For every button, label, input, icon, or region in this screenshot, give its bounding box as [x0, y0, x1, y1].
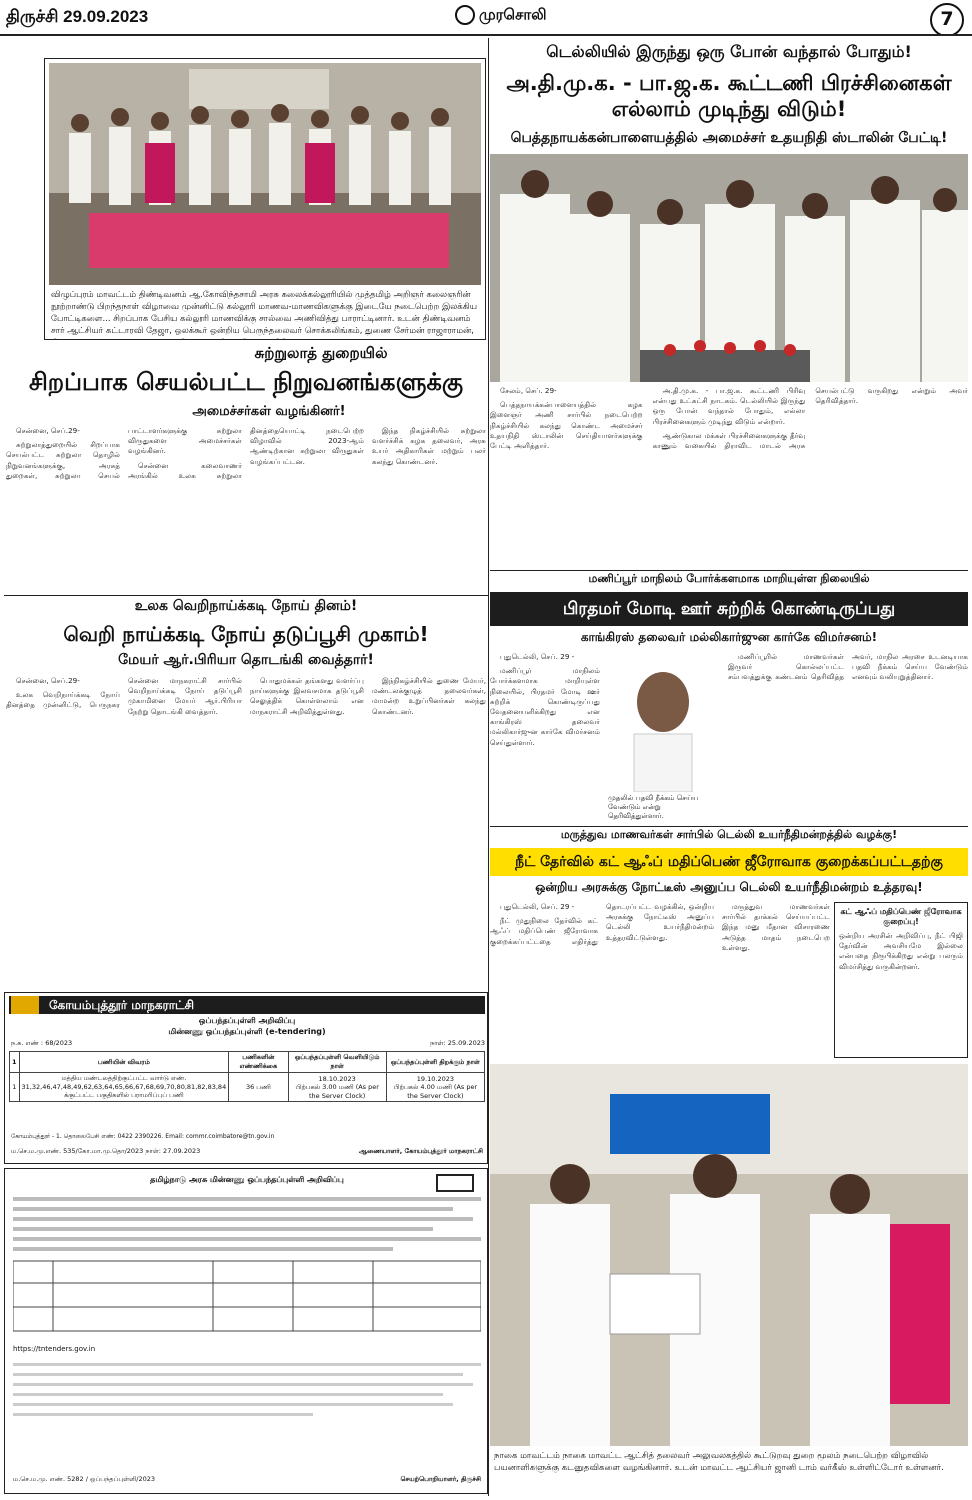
brief-title: கட் ஆஃப் மதிப்பெண் ஜீரோவாக குறைப்பு!: [840, 907, 962, 926]
body-paragraph: உலக வெறிநாய்க்கடி நோய் தினத்தை முன்னிட்டு, பெருநகர சென்னை மாநகராட்சி சார்பில் வெறிநாய்க்கடி நோய் தடுப்பூசி முகாமினை மேயர் ஆர்.பிரியா நேற்று தொடங்கி வைத்தார்.: [6, 676, 242, 716]
story-kicker: மணிப்பூர் மாநிலம் போர்க்களமாக மாறியுள்ள நிலையில்: [588, 572, 870, 585]
bull-logo-icon: [455, 5, 475, 25]
col-sno: 1: [10, 1052, 20, 1073]
section-divider: [4, 595, 488, 596]
kharge-portrait-image: [608, 652, 718, 792]
body-paragraph: இந்த நிகழ்ச்சியில் சுற்றுலா வளர்ச்சிக் கழக தலைவர், அரசு உயர் அதிகாரிகள் மற்றும் பலர் கலந்து கொண்டனர்.: [372, 426, 486, 466]
story-headline: பிரதமர் மோடி ஊர் சுற்றிக் கொண்டிருப்பது: [490, 592, 968, 626]
story-headline: சிறப்பாக செயல்பட்ட நிறுவனங்களுக்கு: [28, 368, 464, 396]
seal-icon: [435, 1173, 475, 1193]
footer-left: ம.செ.ம.மு. எண். 5282 / ஒப்பந்தப்புள்ளி/2023: [13, 1475, 155, 1483]
tender-notice-trichy: [4, 1168, 488, 1494]
cell-open: [288, 1073, 386, 1102]
col-close: ஒப்பந்தப்புள்ளி திறக்கும் நாள்: [386, 1052, 484, 1073]
notice-footnotes: [13, 1363, 481, 1463]
photo-caption: முதலில் பதவி நீக்கம் செய்ய வேண்டும் என்று தெரிவித்துள்ளார்.: [604, 792, 722, 822]
story-body-right: [728, 652, 968, 822]
notice-text-block: [13, 1197, 481, 1337]
body-paragraph: இந்நிகழ்ச்சியில் துணை மேயர், மண்டலக்குழுத் தலைவர்கள், மாமன்ற உறுப்பினர்கள் கலந்து கொண்டனர்.: [372, 676, 486, 716]
side-brief: [834, 902, 968, 1058]
story-headline: நீட் தேர்வில் கட் ஆஃப் மதிப்பெண் ஜீரோவாக குறைக்கப்பட்டதற்கு: [490, 848, 968, 876]
footer-left: ம.செ.ம.மு.எண். 535/கோ.மா.மு.தொ/2023 நாள்: 27.09.2023: [11, 1147, 201, 1155]
cell-close: [386, 1073, 484, 1102]
notice-title: தமிழ்நாடு அரசு மின்னணு ஒப்பந்தப்புள்ளி அறிவிப்பு: [150, 1175, 344, 1184]
cell-count: 36 பணி: [229, 1073, 288, 1102]
footnote-lines: [13, 1363, 481, 1463]
col-open: ஒப்பந்தப்புள்ளி வெளியிடும் நாள்: [288, 1052, 386, 1073]
notice-text-lines: [13, 1197, 481, 1337]
body-paragraph: பொதுமக்கள் தங்களது வளர்ப்பு நாய்களுக்கு இலவசமாக தடுப்பூசி செலுத்திக் கொள்ளலாம் என மாநகராட்சி அறிவித்துள்ளது.: [250, 676, 364, 716]
story-kicker: மருத்துவ மாணவர்கள் சார்பில் டெல்லி உயர்நீதிமன்றத்தில் வழக்கு!: [560, 828, 898, 841]
close-time: பிற்பகல் 4.00 மணி (As per the Server Clock): [393, 1082, 478, 1100]
story-body: [490, 902, 830, 1058]
ref-no: ந.க. எண் : 68/2023: [11, 1039, 73, 1047]
story-body: [490, 386, 968, 566]
cell-sno: 1: [10, 1073, 20, 1102]
open-time: பிற்பகல் 3.00 மணி (As per the Server Clock): [295, 1082, 379, 1100]
emblem-icon: [11, 996, 39, 1014]
story-kicker: உலக வெறிநாய்க்கடி நோய் தினம்!: [134, 598, 358, 614]
section-divider: [490, 570, 968, 571]
story-kicker: டெல்லியில் இருந்து ஒரு போன் வந்தால் போதும்!: [546, 42, 912, 61]
tourism-award-story: [4, 344, 488, 594]
kharge-photo: [608, 652, 718, 792]
column-divider: [488, 38, 489, 1496]
body-paragraph: சுற்றுலாத்துறையில் சிறப்பாக செயல்பட்ட சுற்றுலா தொழில் நிறுவனங்களுக்கு, அரசுத் துறைகள், சுற்றுலா செயல் பாட்டாளர்களுக்கு சுற்றுலா விருதுகளை அமைச்சர்கள் வழங்கினர்.: [6, 426, 242, 480]
paper-logo: [455, 5, 547, 26]
footer-right: ஆணையாளர், கோயம்புத்தூர் மாநகராட்சி: [358, 1147, 483, 1155]
brief-body: ஒன்றிய அரசின் அறிவிப்பு, நீட் பிஜி தேர்வின் அவசியமே இல்லை என்பதை நிரூபிக்கிறது என்று பலரும் விமர்சித்து வருகின்றனர்.: [839, 931, 963, 971]
story-subhead: அமைச்சர்கள் வழங்கினர்!: [192, 404, 346, 419]
body-paragraph: மணிப்பூரில் மாணவர்கள் இருவர் கொல்லப்பட்ட சம்பவத்துக்கு கண்டனம் தெரிவித்த அவர், மாநில அரசை உடனடியாக பதவி நீக்கம் செய்ய வேண்டும் எனவும் வலியுறுத்தினார்.: [728, 652, 968, 682]
paper-name: முரசொலி: [479, 5, 547, 24]
dateline: சேலம், செப். 29-: [500, 386, 557, 395]
udhayanidhi-story: [490, 40, 968, 568]
cell-work: மத்திய மண்டலத்திற்குட்பட்ட வார்டு எண். 31,32,46,47,48,49,62,63,64,65,66,67,68,69,70,80,81,82,83,84 க்குட்பட்ட பகுதிகளில் பராமரிப்புப் பணி: [19, 1073, 229, 1102]
body-paragraph: மணிப்பூர் மாநிலம் போர்க்களமாக மாறியுள்ள நிலையில், பிரதமர் மோடி ஊர் சுற்றிக் கொண்டிருப்பது வேதனையளிக்கிறது என காங்கிரஸ் தலைவர் மல்லிகார்ஜுன கார்கே விமர்சனம் செய்துள்ளார்.: [490, 666, 600, 747]
event-photo: [490, 1064, 968, 1446]
bottom-photo-story: [490, 1064, 968, 1496]
dateline: புதுடெல்லி, செப். 29 -: [500, 652, 575, 661]
story-subhead: ஒன்றிய அரசுக்கு நோட்டீஸ் அனுப்ப டெல்லி உயர்நீதிமன்றம் உத்தரவு!: [535, 880, 923, 894]
story-body-left: [490, 652, 600, 822]
body-paragraph: நீட் முதுநிலை தேர்வில் கட் ஆஃப் மதிப்பெண் ஜீரோவாக குறைக்கப்பட்டதை எதிர்த்து தொடரப்பட்ட வழக்கில், ஒன்றிய அரசுக்கு நோட்டீஸ் அனுப்ப டெல்லி உயர்நீதிமன்றம் உத்தரவிட்டுள்ளது.: [490, 902, 714, 946]
neet-story: [490, 828, 968, 1060]
org-name: கோயம்புத்தூர் மாநகராட்சி: [9, 996, 485, 1014]
rabies-story: [4, 598, 488, 990]
story-subhead: காங்கிரஸ் தலைவர் மல்லிகார்ஜுன கார்கே விமர்சனம்!: [580, 630, 878, 644]
body-paragraph: அ.தி.மு.க. - பா.ஜ.க. கூட்டணி பிரிவு என்பது உட்கட்சி நாடகம். டெல்லியில் இருந்து ஒரு போன் வந்தால் போதும், எல்லா பிரச்சினைகளும் முடிந்து விடும் என்றார்.: [652, 386, 806, 426]
col-count: பணிகளின் எண்ணிக்கை: [229, 1052, 288, 1073]
seal-image: [435, 1173, 475, 1193]
col-work: பணியின் விவரம்: [19, 1052, 229, 1073]
body-paragraph: மருத்துவ மாணவர்கள் சார்பில் தாக்கல் செய்யப்பட்ட இந்த மனு மீதான விசாரணை அடுத்த மாதம் நடைபெற உள்ளது.: [722, 902, 830, 952]
top-left-photo-story: [44, 58, 486, 340]
event-photo-image: [49, 63, 481, 285]
page-number: 7: [930, 3, 964, 36]
notice-date: நாள்: 25.09.2023: [430, 1039, 485, 1047]
close-date: 19.10.2023: [416, 1074, 454, 1083]
story-subhead: பெத்தநாயக்கன்பாளையத்தில் அமைச்சர் உதயநிதி ஸ்டாலின் பேட்டி!: [510, 130, 948, 146]
minister-photo: [490, 154, 968, 382]
story-headline: வெறி நாய்க்கடி நோய் தடுப்பூசி முகாம்!: [63, 622, 429, 646]
website: https://tntenders.gov.in: [13, 1345, 96, 1353]
manipur-story: [490, 572, 968, 824]
dateline: சென்னை, செப்.29-: [16, 676, 80, 685]
event-photo-image: [490, 1064, 968, 1446]
story-body: [6, 426, 486, 592]
event-photo: [49, 63, 481, 285]
body-paragraph: சென்னை கலைவாணர் அரங்கில் உலக சுற்றுலா தினத்தையொட்டி நடைபெற்ற விழாவில் 2023-ஆம் ஆண்டிற்கான சுற்றுலா விருதுகள் வழங்கப்பட்டன.: [128, 426, 364, 480]
body-paragraph: பெத்தநாயக்கன்பாளையத்தில் கழக இளைஞர் அணி சார்பில் நடைபெற்ற நிகழ்ச்சியில் கலந்து கொண்ட அமைச்சர் உதயநிதி ஸ்டாலின் செய்தியாளர்களுக்கு பேட்டி அளித்தார்.: [490, 400, 643, 451]
notice-type: மின்னணு ஒப்பந்தப்புள்ளி (e-tendering): [168, 1027, 326, 1036]
photo-caption: நாகை மாவட்டம் நாகை மாவட்ட ஆட்சித் தலைவர் அலுவலகத்தில் கூட்டுறவு துறை மூலம் நடைபெற்ற விழாவில் பயனாளிகளுக்கு கடனுதவிகளை வழங்கினார். உடன் மாவட்ட ஆட்சியர் ஜானி டாம் வர்கீஸ் உள்ளிட்டோர் உள்ளனர்.: [490, 1448, 968, 1494]
story-kicker: சுற்றுலாத் துறையில்: [254, 344, 388, 362]
story-body: [6, 676, 486, 988]
minister-photo-image: [490, 154, 968, 382]
photo-caption: விழுப்புரம் மாவட்டம் திண்டிவனம் ஆ.கோவிந்தசாமி அரசு கலைக்கல்லூரியில் முத்தமிழ் அறிஞர் கலைஞரின் நூற்றாண்டு பிறந்தநாள் விழாவை முன்னிட்டு கல்லூரி மாணவ-மாணவிகளுக்கு இடையே நடைபெற்ற இலக்கிய போட்டிகளை... சிறப்பாக பேசிய கல்லூரி மாணவிக்கு சால்வை அணிவித்து பாராட்டினார். உடன் திண்டிவனம் சார் ஆட்சியர் கட்டாரவி தேஜா, ஒலக்கூர் ஒன்றிய பெருந்தலைவர் சொக்கலிங்கம், துணை சேர்மன் ராஜாராமன்,: [47, 287, 483, 339]
footer-right: செயற்பொறியாளர், திருச்சி: [400, 1475, 481, 1483]
notice-title: ஒப்பந்தப்புள்ளி அறிவிப்பு: [198, 1016, 296, 1025]
section-divider: [490, 826, 968, 827]
open-date: 18.10.2023: [318, 1074, 356, 1083]
dateline: சென்னை, செப்.29-: [16, 426, 80, 435]
story-headline: அ.தி.மு.க. - பா.ஜ.க. கூட்டணி பிரச்சினைகள் எல்லாம் முடிந்து விடும்!: [506, 71, 952, 121]
date-line: திருச்சி 29.09.2023: [6, 7, 149, 26]
body-paragraph: ஆண்டுகால மக்கள் பிரச்சினைகளுக்கு தீர்வு காணும் வகையில் திராவிட மாடல் அரசு செயல்பட்டு வருகிறது என்றும் அவர் தெரிவித்தார்.: [652, 386, 968, 451]
tender-notice-coimbatore: [4, 992, 488, 1164]
dateline: புதுடெல்லி, செப். 29 -: [500, 902, 575, 911]
masthead: [0, 0, 972, 36]
story-subhead: மேயர் ஆர்.பிரியா தொடங்கி வைத்தார்!: [118, 652, 374, 668]
footer-contact: கோயம்புத்தூர் - 1. தொலைபேசி எண்: 0422 2390226. Email: commr.coimbatore@tn.gov.in: [11, 1133, 275, 1140]
tender-table: [9, 1051, 485, 1129]
